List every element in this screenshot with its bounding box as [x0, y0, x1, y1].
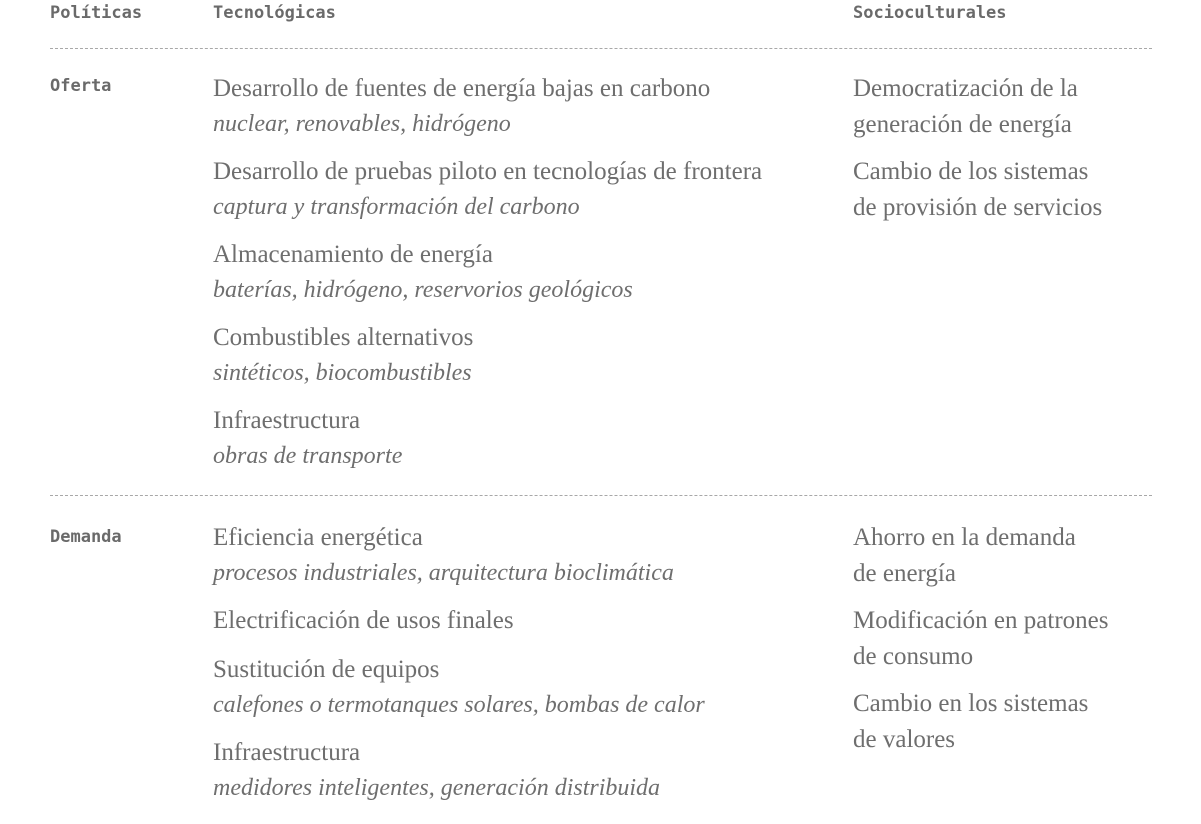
- row-label-oferta: Oferta: [50, 76, 112, 96]
- item-subtitle: nuclear, renovables, hidrógeno: [213, 111, 511, 137]
- list-item: [213, 520, 843, 590]
- item-subtitle: baterías, hidrógeno, reservorios geológicos: [213, 277, 633, 303]
- item-line: de energía: [853, 560, 956, 587]
- item-title: Combustibles alternativos: [213, 324, 474, 351]
- item-title: Electrificación de usos finales: [213, 607, 514, 634]
- item-line: de consumo: [853, 643, 974, 670]
- item-subtitle: obras de transporte: [213, 443, 403, 469]
- item-title: Desarrollo de fuentes de energía bajas en carbono: [213, 75, 711, 102]
- header-socioculturales: Socioculturales: [853, 3, 1007, 23]
- list-item: [853, 71, 1173, 143]
- list-item: [853, 520, 1173, 592]
- list-item: [213, 652, 843, 722]
- item-line: Cambio de los sistemas: [853, 158, 1089, 185]
- item-title: Desarrollo de pruebas piloto en tecnologías de frontera: [213, 158, 763, 185]
- list-item: [213, 320, 843, 390]
- list-item: [213, 154, 843, 224]
- divider-top: [50, 48, 1152, 49]
- header-tecnologicas: Tecnológicas: [213, 3, 336, 23]
- item-title: Eficiencia energética: [213, 524, 423, 551]
- item-line: generación de energía: [853, 111, 1072, 138]
- list-item: [213, 603, 843, 639]
- item-subtitle: captura y transformación del carbono: [213, 194, 580, 220]
- header-politicas: Políticas: [50, 3, 143, 23]
- item-title: Sustitución de equipos: [213, 656, 440, 683]
- item-line: de valores: [853, 726, 956, 753]
- list-item: [853, 154, 1173, 226]
- oferta-tecnologicas-list: [213, 71, 843, 486]
- item-subtitle: sintéticos, biocombustibles: [213, 360, 472, 386]
- item-line: Cambio en los sistemas: [853, 690, 1089, 717]
- list-item: [853, 686, 1173, 758]
- list-item: [853, 603, 1173, 675]
- row-label-demanda: Demanda: [50, 527, 122, 547]
- list-item: [213, 403, 843, 473]
- item-line: Modificación en patrones: [853, 607, 1109, 634]
- item-title: Infraestructura: [213, 407, 361, 434]
- item-title: Almacenamiento de energía: [213, 241, 493, 268]
- oferta-socioculturales-list: [853, 71, 1173, 237]
- divider-middle: [50, 495, 1152, 496]
- list-item: [213, 237, 843, 307]
- item-title: Infraestructura: [213, 739, 361, 766]
- demanda-socioculturales-list: [853, 520, 1173, 769]
- item-subtitle: procesos industriales, arquitectura bioclimática: [213, 560, 674, 586]
- list-item: [213, 71, 843, 141]
- item-line: Ahorro en la demanda: [853, 524, 1076, 551]
- list-item: [213, 735, 843, 805]
- demanda-tecnologicas-list: [213, 520, 843, 818]
- item-line: Democratización de la: [853, 75, 1078, 102]
- item-subtitle: calefones o termotanques solares, bombas de calor: [213, 692, 705, 718]
- item-subtitle: medidores inteligentes, generación distribuida: [213, 775, 661, 801]
- item-line: de provisión de servicios: [853, 194, 1103, 221]
